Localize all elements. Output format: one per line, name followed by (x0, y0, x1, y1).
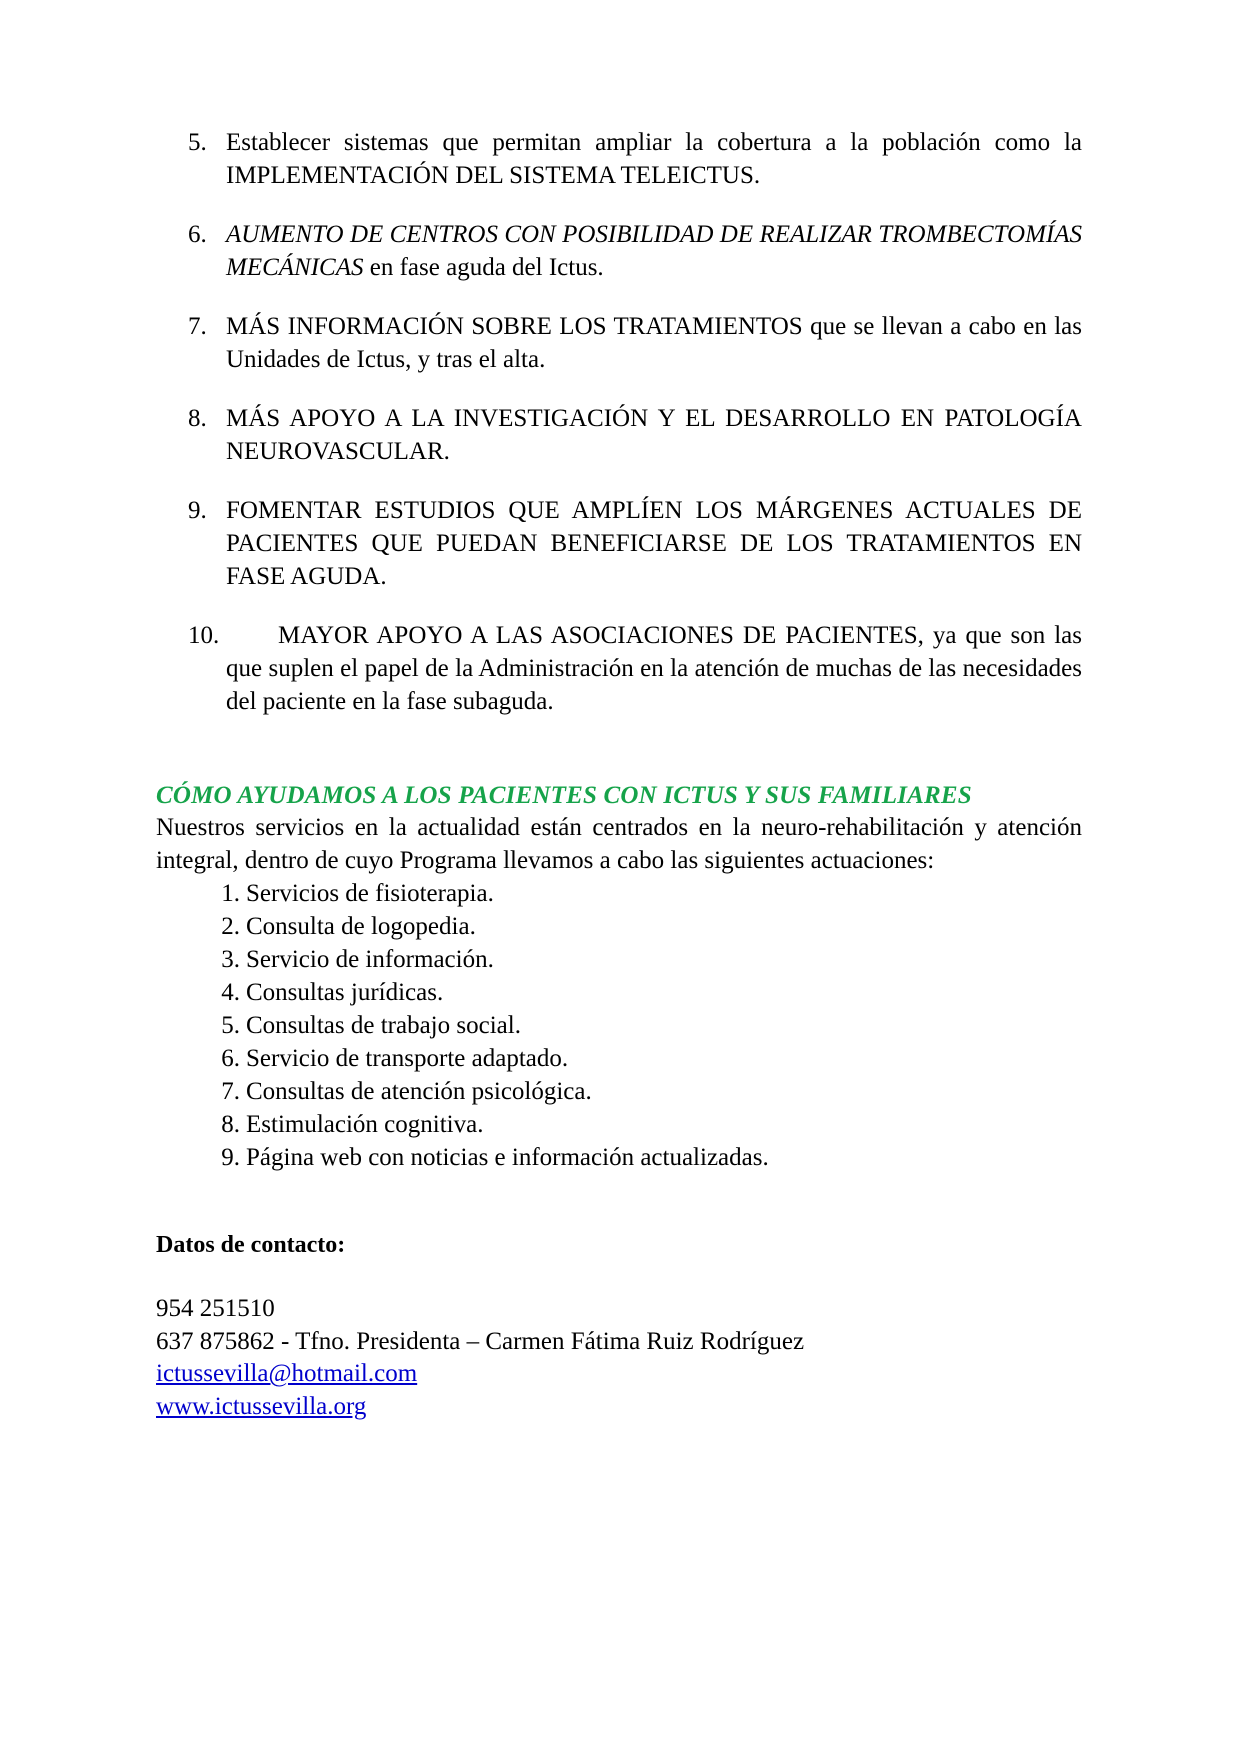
service-label: Consultas de trabajo social. (246, 1012, 521, 1039)
service-item (156, 877, 1082, 910)
demand-text: MÁS APOYO A LA INVESTIGACIÓN Y EL DESARROLLO EN PATOLOGÍA NEUROVASCULAR. (226, 405, 1082, 465)
service-item (156, 943, 1082, 976)
section-spacer (156, 718, 1082, 780)
service-label: Servicio de información. (246, 946, 494, 973)
demands-list (156, 126, 1082, 718)
service-item (156, 1108, 1082, 1141)
contact-spacer (156, 1174, 1082, 1230)
demand-caps-text: MAYOR APOYO A LAS ASOCIACIONES DE PACIENTES, (278, 622, 924, 649)
service-label: Servicio de transporte adaptado. (246, 1045, 569, 1072)
contact-details (156, 1293, 1082, 1423)
service-number: 3. (221, 946, 240, 973)
service-label: Consultas jurídicas. (246, 979, 444, 1006)
demand-text (226, 218, 1082, 284)
service-item (156, 910, 1082, 943)
contact-email-link-wrap (156, 1358, 1082, 1391)
service-label: Consultas de atención psicológica. (246, 1078, 592, 1105)
demand-number: 8. (188, 405, 207, 432)
demand-item-8 (156, 402, 1082, 468)
contact-phone-president: 637 875862 - Tfno. Presidenta – Carmen Fátima Ruiz Rodríguez (156, 1327, 805, 1355)
demand-item-7 (156, 310, 1082, 376)
demand-plain-text: que se llevan a cabo en las Unidades de Ictus, y tras el alta. (226, 313, 1083, 373)
demand-item-5 (156, 126, 1082, 192)
service-item (156, 1042, 1082, 1075)
demand-text (226, 310, 1082, 376)
demand-item-9 (156, 494, 1082, 593)
service-number: 6. (221, 1045, 240, 1072)
service-item (156, 1075, 1082, 1108)
demand-italic-text: AUMENTO DE CENTROS CON POSIBILIDAD DE REALIZAR TROMBECTOMÍAS MECÁNICAS (226, 221, 1082, 281)
service-label: Consulta de logopedia. (246, 913, 476, 940)
contact-title: Datos de contacto: (156, 1232, 346, 1258)
demand-item-10 (156, 619, 1082, 718)
service-number: 9. (221, 1144, 240, 1171)
demand-text: FOMENTAR ESTUDIOS QUE AMPLÍEN LOS MÁRGENES ACTUALES DE PACIENTES QUE PUEDAN BENEFICIARSE DE LOS TRATAMIENTOS EN FASE AGUDA. (226, 497, 1082, 590)
demand-number: 9. (188, 497, 207, 524)
demand-plain-text: ya que son las que suplen el papel de la Administración en la atención de muchas de las necesidades del paciente en la fase subaguda. (226, 622, 1082, 715)
help-section-heading: CÓMO AYUDAMOS A LOS PACIENTES CON ICTUS Y SUS FAMILIARES (156, 782, 972, 809)
service-item (156, 976, 1082, 1009)
contact-website-link-wrap (156, 1391, 1082, 1424)
service-item (156, 1141, 1082, 1174)
service-number: 7. (221, 1078, 240, 1105)
services-list (156, 877, 1082, 1174)
service-label: Estimulación cognitiva. (246, 1111, 484, 1138)
demand-text (226, 619, 1082, 718)
demand-number: 7. (188, 313, 207, 340)
service-number: 4. (221, 979, 240, 1006)
demand-number: 5. (188, 129, 207, 156)
demand-item-6 (156, 218, 1082, 284)
demand-number: 10. (188, 622, 220, 649)
help-section-intro: Nuestros servicios en la actualidad están centrados en la neuro-rehabilitación y atención integral, dentro de cuyo Programa llevamos a cabo las siguientes actuaciones: (156, 814, 1082, 874)
contact-inner-spacer (156, 1261, 1082, 1293)
service-label: Página web con noticias e información actualizadas. (246, 1144, 769, 1171)
demand-caps-text: MÁS INFORMACIÓN SOBRE LOS TRATAMIENTOS (226, 313, 803, 340)
service-number: 2. (221, 913, 240, 940)
service-item (156, 1009, 1082, 1042)
demand-text: Establecer sistemas que permitan ampliar la cobertura a la población como la IMPLEMENTACIÓN DEL SISTEMA TELEICTUS. (226, 129, 1082, 189)
contact-phone-primary: 954 251510 (156, 1295, 275, 1323)
service-number: 5. (221, 1012, 240, 1039)
demand-number: 6. (188, 221, 207, 248)
contact-website-link[interactable]: www.ictussevilla.org (156, 1392, 367, 1420)
contact-email-link[interactable]: ictussevilla@hotmail.com (156, 1360, 418, 1388)
demand-plain-text: en fase aguda del Ictus. (363, 254, 604, 281)
service-number: 1. (221, 880, 240, 907)
service-label: Servicios de fisioterapia. (246, 880, 494, 907)
document-content (156, 126, 1082, 1423)
service-number: 8. (221, 1111, 240, 1138)
